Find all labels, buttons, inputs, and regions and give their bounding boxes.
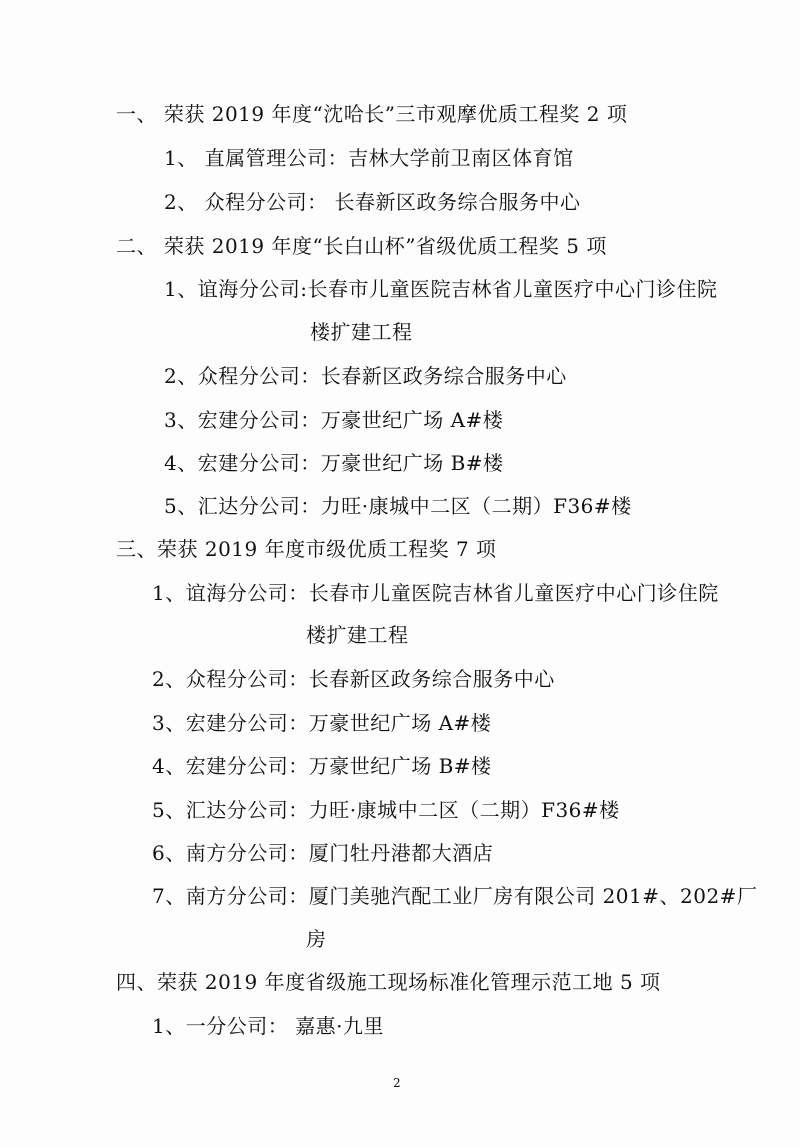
page-number: 2 (393, 1076, 401, 1090)
list-item: 5、汇达分公司：力旺·康城中二区（二期）F36#楼 (164, 494, 632, 518)
list-item-continuation: 楼扩建工程 (310, 320, 413, 344)
list-item: 1、一分公司： 嘉惠·九里 (152, 1014, 384, 1038)
list-item: 7、南方分公司：厦门美驰汽配工业厂房有限公司 201#、202#厂 (152, 884, 758, 908)
list-item: 6、南方分公司：厦门牡丹港都大酒店 (152, 841, 494, 865)
list-item-continuation: 房 (306, 927, 327, 951)
list-item: 2、 众程分公司： 长春新区政务综合服务中心 (164, 190, 581, 214)
list-item: 4、宏建分公司：万豪世纪广场 B#楼 (152, 754, 492, 778)
list-item: 1、谊海分公司：长春市儿童医院吉林省儿童医疗中心门诊住院 (152, 581, 719, 605)
list-item: 5、汇达分公司：力旺·康城中二区（二期）F36#楼 (152, 798, 620, 822)
list-item: 4、宏建分公司：万豪世纪广场 B#楼 (164, 451, 504, 475)
section-heading: 二、 荣获 2019 年度“长白山杯”省级优质工程奖 5 项 (116, 234, 607, 258)
list-item: 2、众程分公司：长春新区政务综合服务中心 (152, 667, 555, 691)
list-item: 3、宏建分公司：万豪世纪广场 A#楼 (164, 408, 504, 432)
section-heading: 四、荣获 2019 年度省级施工现场标准化管理示范工地 5 项 (116, 970, 661, 994)
list-item: 3、宏建分公司：万豪世纪广场 A#楼 (152, 711, 492, 735)
list-item: 1、 直属管理公司：吉林大学前卫南区体育馆 (164, 146, 574, 170)
section-heading: 三、荣获 2019 年度市级优质工程奖 7 项 (116, 537, 497, 561)
list-item: 2、众程分公司：长春新区政务综合服务中心 (164, 364, 567, 388)
list-item: 1、谊海分公司:长春市儿童医院吉林省儿童医疗中心门诊住院 (164, 277, 718, 301)
section-heading: 一、 荣获 2019 年度“沈哈长”三市观摩优质工程奖 2 项 (116, 102, 628, 126)
list-item-continuation: 楼扩建工程 (306, 623, 409, 647)
